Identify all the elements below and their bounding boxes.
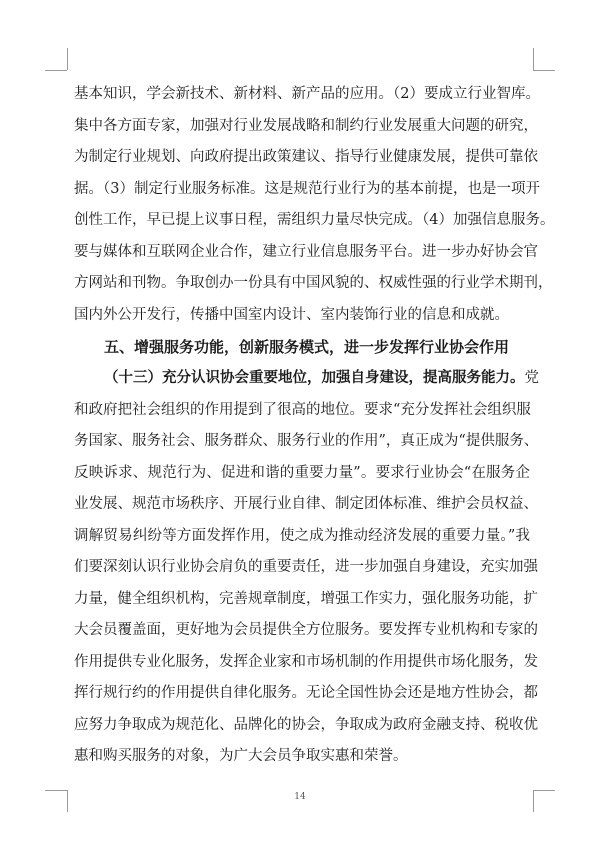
paragraph-2: [74, 363, 539, 773]
text-line: 为制定行业规划、向政府提出政策建议、指导行业健康发展，提供可靠依: [74, 149, 538, 165]
section-heading: 五、增强服务功能，创新服务模式，进一步发挥行业协会作用: [104, 338, 510, 356]
crop-mark-top-right: [533, 48, 534, 70]
text-line: 调解贸易纠纷等方面发挥作用，使之成为推动经济发展的重要力量。”我: [74, 527, 530, 544]
text-line: 力量，健全组织机构，完善规章制度，增强工作实力，强化服务功能，扩: [74, 590, 538, 607]
text-line: 反映诉求、规范行为、促进和谐的重要力量”。要求行业协会“在服务企: [74, 464, 530, 481]
text-line: 业发展、规范市场秩序、开展行业自律、制定团体标准、维护会员权益、: [74, 496, 538, 512]
page-number: 14: [294, 792, 306, 802]
text-line: 基本知识，学会新技术、新材料、新产品的应用。（2）要成立行业智库。: [74, 86, 540, 102]
crop-mark-bottom-left: [45, 790, 67, 791]
text-line: 据。（3）制定行业服务标准。这是规范行业行为的基本前提，也是一项开: [74, 180, 540, 197]
text-line: 方网站和刊物。争取创办一份具有中国风貌的、权威性强的行业学术期刊，: [74, 275, 553, 291]
text-line: 大会员覆盖面，更好地为会员提供全方位服务。要发挥专业机构和专家的: [74, 622, 538, 638]
crop-mark-top-left: [67, 48, 68, 70]
text-line: 和政府把社会组织的作用提到了很高的地位。要求“充分发挥社会组织服: [74, 401, 531, 418]
crop-mark-bottom-right: [533, 790, 555, 791]
crop-mark-top-right: [533, 70, 555, 71]
paragraph-1: [74, 79, 555, 331]
text-line: 挥行规行约的作用提供自律化服务。无论全国性协会还是地方性协会，都: [74, 685, 538, 701]
text-line: 作用提供专业化服务，发挥企业家和市场机制的作用提供市场化服务，发: [74, 653, 538, 670]
text-line: 务国家、服务社会、服务群众、服务行业的作用”，真正成为“提供服务、: [74, 433, 539, 449]
text-line-tail: 党: [524, 370, 539, 386]
text-line: 应努力争取成为规范化、品牌化的协会，争取成为政府金融支持、税收优: [74, 716, 538, 733]
subsection-title: （十三）充分认识协会重要地位，加强自身建设，提高服务能力。: [104, 370, 525, 386]
text-line: 要与媒体和互联网企业合作，建立行业信息服务平台。进一步办好协会官: [74, 243, 538, 260]
text-line: 惠和购买服务的对象，为广大会员争取实惠和荣誉。: [74, 748, 408, 764]
crop-mark-top-left: [45, 70, 67, 71]
text-line: 国内外公开发行，传播中国室内设计、室内装饰行业的信息和成就。: [74, 306, 509, 323]
text-line: [74, 363, 539, 395]
text-line: 们要深刻认识行业协会肩负的重要责任，进一步加强自身建设，充实加强: [74, 559, 538, 575]
text-line: 创性工作，早已提上议事日程，需组织力量尽快完成。（4）加强信息服务。: [74, 212, 555, 228]
text-line: 集中各方面专家，加强对行业发展战略和制约行业发展重大问题的研究，: [74, 117, 538, 134]
body-text: [74, 79, 555, 773]
